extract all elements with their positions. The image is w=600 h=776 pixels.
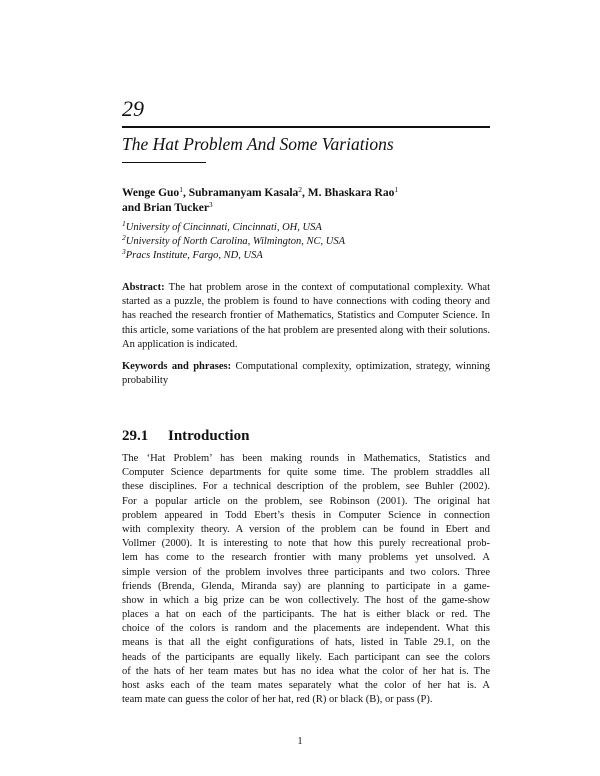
body-line: show in which a big prize can be won collectively. The host of the game-show <box>122 594 490 606</box>
author-list: Wenge Guo$^1$, Subramanyam Kasala$^2$, M. Bhaskara Rao$^1$ and Brian Tucker$^3$ <box>122 185 399 214</box>
section-number: 29.1 <box>122 428 149 444</box>
author-name: and Brian Tucker <box>122 202 209 214</box>
body-line: choice of the colors is random and the placements are independent. What this <box>122 623 490 635</box>
section-body <box>122 452 490 707</box>
body-line: Vollmer (2000). It is interesting to note that how this purely recreational prob- <box>122 538 490 550</box>
author-name: Wenge Guo <box>122 187 180 199</box>
body-line: friends (Brenda, Glenda, Miranda say) are planning to participate in a game- <box>122 580 490 592</box>
affiliation: $^1$University of Cincinnati, Cincinnati, OH, USA <box>122 219 322 233</box>
title-underline <box>122 162 206 163</box>
body-line: places a hat on each of the participants. The hat is either black or red. The <box>122 609 490 621</box>
body-line: For a popular article on the problem, see Robinson (2001). The original hat <box>122 495 490 507</box>
body-line: team mate can guess the color of her hat, red (R) or black (B), or pass (P). <box>122 694 433 706</box>
keywords-label: Keywords and phrases: <box>122 361 232 372</box>
body-line: lem has come to the research frontier with many problems yet unsolved. A <box>122 552 490 564</box>
author-sup: 3 <box>208 200 213 209</box>
chapter-number: 29 <box>122 96 144 121</box>
body-line: Computer Science departments for quite some time. The problem straddles all <box>122 467 490 479</box>
body-line: host asks each of the team mates separately what the color of her hat is. A <box>122 680 490 691</box>
affiliation: $^3$Pracs Institute, Fargo, ND, USA <box>122 247 263 261</box>
body-line: simple version of the problem involves three participants and two colors. Three <box>122 566 490 578</box>
keywords <box>122 360 490 388</box>
body-line: heads of the participants are equally likely. Each participant can see the colors <box>122 651 490 663</box>
chapter-title: The Hat Problem And Some Variations <box>122 134 394 154</box>
affiliation: $^2$University of North Carolina, Wilmington, NC, USA <box>122 233 345 247</box>
abstract-text: The hat problem arose in the context of computational complexity. What started as a puzzle, the problem is found to have connections with coding theory and has reached the research frontier of Mathematics, Statistics and Computer Science. In this article, some variations of the hat problem are presented along with their solutions. An application is indicated. <box>122 282 490 350</box>
abstract-label: Abstract: <box>122 282 165 293</box>
author-name: M. Bhaskara Rao <box>307 187 395 199</box>
body-line: The ‘Hat Problem’ has been making rounds in Mathematics, Statistics and <box>122 453 490 464</box>
chapter-rule <box>122 126 490 128</box>
abstract <box>122 281 490 352</box>
body-line: these disciplines. For a technical description of the problem, see Buhler (2002). <box>122 481 490 493</box>
keywords-text: Computational complexity, optimization, strategy, winning probability <box>122 361 490 387</box>
body-line: means is that all the eight configurations of hats, listed in Table 29.1, on the <box>122 637 490 649</box>
author-sup: 1 <box>179 185 183 194</box>
section-heading <box>122 428 249 445</box>
page-number: 1 <box>297 736 303 747</box>
section-title: Introduction <box>168 428 250 444</box>
author-name: Subramanyam Kasala <box>188 187 299 199</box>
body-line: with complexity theory. A version of the problem can be found in Ebert and <box>122 523 490 535</box>
author-sup: 1 <box>394 185 399 194</box>
body-line: of the hats of her team mates but has no idea what the color of her hat is. The <box>122 665 490 677</box>
body-line: problem appeared in Todd Ebert’s thesis in Computer Science in connection <box>122 509 490 521</box>
author-sup: 2 <box>298 185 303 194</box>
